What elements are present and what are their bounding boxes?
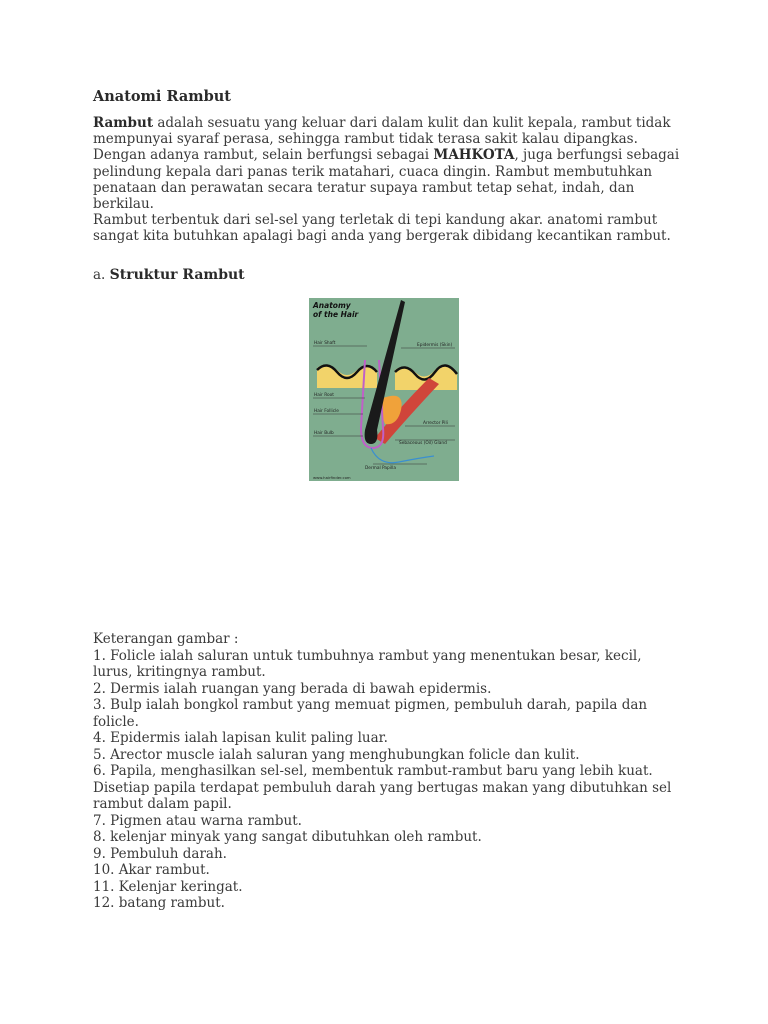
legend-item: 4. Epidermis ialah lapisan kulit paling luar.	[93, 730, 388, 746]
section-prefix: a.	[93, 266, 110, 283]
figure-legend	[93, 631, 683, 912]
legend-item: 1. Folicle ialah saluran untuk tumbuhnya rambut yang menentukan besar, kecil, lurus, kritingnya rambut.	[93, 647, 642, 680]
figure-heading-1: Anatomy	[313, 301, 351, 310]
legend-item: 9. Pembuluh darah.	[93, 845, 227, 862]
section-heading	[93, 267, 683, 283]
legend-heading: Keterangan gambar :	[93, 631, 239, 647]
legend-item: 10. Akar rambut.	[93, 862, 210, 878]
document-title: Anatomi Rambut	[93, 88, 231, 105]
section-title: Struktur Rambut	[109, 266, 245, 283]
intro-text-1: adalah sesuatu yang keluar dari dalam kulit dan kulit kepala, rambut tidak mempunyai syaraf perasa, sehingga rambut tidak terasa sakit kalau dipangkas. Dengan adanya rambut, selain berfungsi sebagai	[93, 115, 671, 164]
legend-item: 12. batang rambut.	[93, 895, 225, 911]
intro-paragraph	[93, 115, 683, 212]
intro-bold-crown: MAHKOTA	[433, 147, 515, 164]
legend-item: 5. Arector muscle ialah saluran yang menghubungkan folicle dan kulit.	[93, 746, 580, 763]
label-source: www.hairfinder.com	[313, 475, 351, 480]
intro-text-2: , juga berfungsi sebagai pelindung kepala dari panas terik matahari, cuaca dingin. Rambut membutuhkan penataan dan perawatan secara teratur supaya rambut tetap sehat, indah, dan berkilau.	[93, 147, 680, 213]
hair-anatomy-figure	[309, 298, 459, 481]
legend-item: 11. Kelenjar keringat.	[93, 878, 243, 895]
legend-list	[93, 648, 683, 912]
legend-item: 6. Papila, menghasilkan sel-sel, membentuk rambut-rambut baru yang lebih kuat. Disetiap papila terdapat pembuluh darah yang bertugas makan yang dibutuhkan sel rambut dalam papil.	[93, 763, 672, 812]
label-sebaceous: Sebaceous (Oil) Gland	[399, 441, 447, 446]
figure-heading-2: of the Hair	[313, 310, 359, 319]
legend-item: 7. Pigmen atau warna rambut.	[93, 812, 302, 829]
label-dermal-papilla: Dermal Papilla	[365, 466, 396, 471]
document-body	[93, 88, 683, 283]
label-epidermis: Epidermis (Skin)	[417, 343, 453, 348]
label-hair-follicle: Hair Follicle	[314, 409, 339, 414]
label-hair-shaft: Hair Shaft	[314, 341, 336, 346]
label-hair-root: Hair Root	[314, 393, 334, 398]
intro-bold-word: Rambut	[93, 115, 154, 131]
legend-item: 2. Dermis ialah ruangan yang berada di bawah epidermis.	[93, 680, 492, 697]
legend-item: 3. Bulp ialah bongkol rambut yang memuat pigmen, pembuluh darah, papila dan folicle.	[93, 697, 648, 730]
label-arrector: Arrector Pili	[423, 421, 448, 426]
label-hair-bulb: Hair Bulb	[314, 431, 334, 436]
legend-item: 8. kelenjar minyak yang sangat dibutuhkan oleh rambut.	[93, 829, 482, 845]
intro-paragraph-2: Rambut terbentuk dari sel-sel yang terletak di tepi kandung akar. anatomi rambut sangat kita butuhkan apalagi bagi anda yang bergerak dibidang kecantikan rambut.	[93, 212, 671, 245]
